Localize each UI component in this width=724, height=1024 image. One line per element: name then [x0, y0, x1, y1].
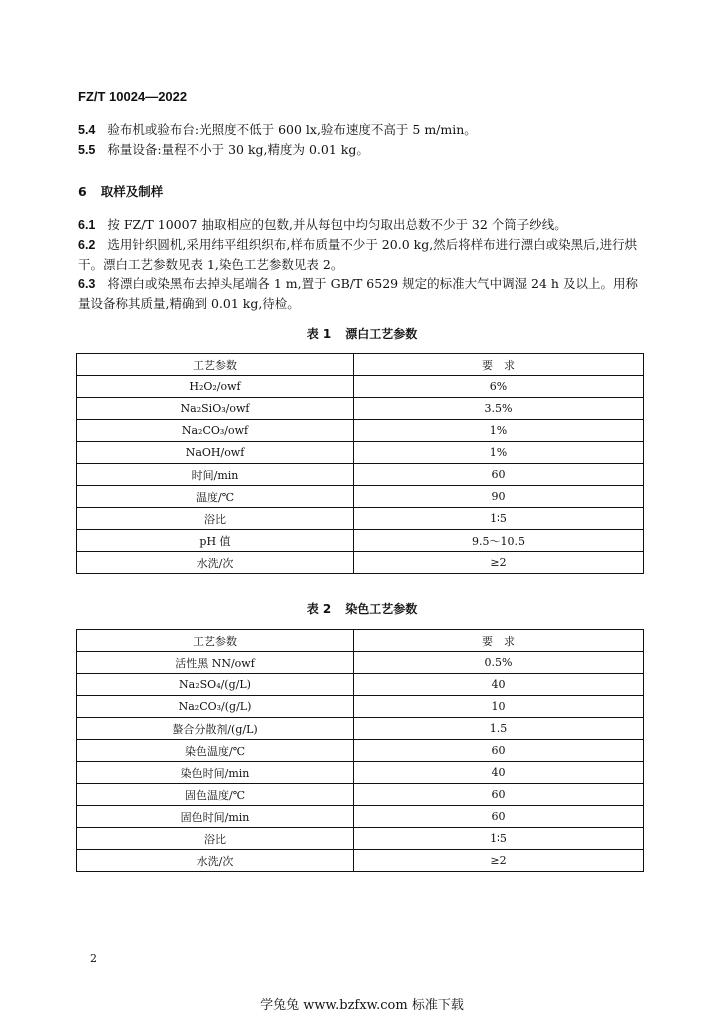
param-cell: 温度/℃: [77, 486, 354, 508]
standard-code-header: FZ/T 10024—2022: [78, 89, 188, 104]
param-cell: 浴比: [77, 828, 354, 850]
param-cell: 浴比: [77, 508, 354, 530]
table-1-caption: [0, 325, 724, 342]
value-cell: 10: [354, 696, 644, 718]
value-cell: 1%: [354, 420, 644, 442]
clause-number: 5.4: [78, 123, 96, 137]
value-cell: 40: [354, 674, 644, 696]
table-row: [77, 376, 644, 398]
value-cell: 6%: [354, 376, 644, 398]
column-header-parameter: 工艺参数: [77, 630, 354, 652]
value-cell: 9.5～10.5: [354, 530, 644, 552]
clause-6-1: [78, 215, 644, 235]
clause-text: 验布机或验布台:光照度不低于 600 lx,验布速度不高于 5 m/min。: [107, 122, 477, 137]
value-cell: ≥2: [354, 850, 644, 872]
column-header-requirement: 要 求: [354, 354, 644, 376]
value-cell: 60: [354, 740, 644, 762]
clause-text: 称量设备:量程不小于 30 kg,精度为 0.01 kg。: [107, 142, 369, 157]
table-row: [77, 784, 644, 806]
section-number: 6: [78, 184, 87, 199]
param-cell: 螯合分散剂/(g/L): [77, 718, 354, 740]
param-cell: pH 值: [77, 530, 354, 552]
clause-5-5: [78, 140, 644, 160]
value-cell: 90: [354, 486, 644, 508]
param-cell: Na₂SO₄/(g/L): [77, 674, 354, 696]
param-cell: 染色时间/min: [77, 762, 354, 784]
column-header-parameter: 工艺参数: [77, 354, 354, 376]
table-number: 表 2: [306, 602, 332, 616]
table-row: [77, 828, 644, 850]
dyeing-parameters-table: [76, 629, 644, 872]
param-cell: 固色时间/min: [77, 806, 354, 828]
table-row: [77, 740, 644, 762]
value-cell: 1%: [354, 442, 644, 464]
table-row: [77, 464, 644, 486]
clause-5-4: [78, 120, 644, 140]
clause-number: 6.2: [78, 238, 96, 252]
table-header-row: [77, 630, 644, 652]
value-cell: 1∶5: [354, 828, 644, 850]
table-row: [77, 652, 644, 674]
table-row: [77, 398, 644, 420]
table-row: [77, 442, 644, 464]
table-row: [77, 530, 644, 552]
table-row: [77, 762, 644, 784]
table-title: 漂白工艺参数: [345, 327, 418, 341]
param-cell: 时间/min: [77, 464, 354, 486]
param-cell: Na₂CO₃/owf: [77, 420, 354, 442]
clause-number: 6.3: [78, 277, 96, 291]
param-cell: Na₂SiO₃/owf: [77, 398, 354, 420]
table-number: 表 1: [306, 327, 332, 341]
value-cell: 60: [354, 784, 644, 806]
value-cell: 3.5%: [354, 398, 644, 420]
table-row: [77, 486, 644, 508]
value-cell: ≥2: [354, 552, 644, 574]
page-number: 2: [90, 952, 97, 965]
param-cell: Na₂CO₃/(g/L): [77, 696, 354, 718]
table-title: 染色工艺参数: [345, 602, 418, 616]
table-row: [77, 674, 644, 696]
param-cell: 固色温度/℃: [77, 784, 354, 806]
table-row: [77, 806, 644, 828]
clause-text: 将漂白或染黑布去掉头尾端各 1 m,置于 GB/T 6529 规定的标准大气中调湿 24 h 及以上。用称量设备称其质量,精确到 0.01 kg,待检。: [78, 276, 638, 311]
param-cell: H₂O₂/owf: [77, 376, 354, 398]
bleach-parameters-table: [76, 353, 644, 574]
footer-watermark: 学兔兔 www.bzfxw.com 标准下载: [260, 998, 464, 1013]
clause-text: 选用针织圆机,采用纬平组织织布,样布质量不少于 20.0 kg,然后将样布进行漂白或染黑后,进行烘干。漂白工艺参数见表 1,染色工艺参数见表 2。: [78, 237, 638, 272]
param-cell: 染色温度/℃: [77, 740, 354, 762]
param-cell: 水洗/次: [77, 552, 354, 574]
clause-6-3: [78, 274, 644, 314]
column-header-requirement: 要 求: [354, 630, 644, 652]
table-row: [77, 420, 644, 442]
value-cell: 1∶5: [354, 508, 644, 530]
table-row: [77, 508, 644, 530]
value-cell: 1.5: [354, 718, 644, 740]
table-2-caption: [0, 600, 724, 617]
table-row: [77, 850, 644, 872]
param-cell: 水洗/次: [77, 850, 354, 872]
section-6-heading: [78, 182, 163, 200]
clause-text: 按 FZ/T 10007 抽取相应的包数,并从每包中均匀取出总数不少于 32 个筒子纱线。: [107, 217, 567, 232]
value-cell: 40: [354, 762, 644, 784]
param-cell: NaOH/owf: [77, 442, 354, 464]
value-cell: 60: [354, 806, 644, 828]
section-title: 取样及制样: [100, 184, 164, 199]
table-header-row: [77, 354, 644, 376]
clause-number: 5.5: [78, 143, 96, 157]
value-cell: 60: [354, 464, 644, 486]
table-row: [77, 718, 644, 740]
table-row: [77, 552, 644, 574]
clause-6-2: [78, 235, 644, 275]
value-cell: 0.5%: [354, 652, 644, 674]
table-row: [77, 696, 644, 718]
clause-number: 6.1: [78, 218, 96, 232]
param-cell: 活性黑 NN/owf: [77, 652, 354, 674]
